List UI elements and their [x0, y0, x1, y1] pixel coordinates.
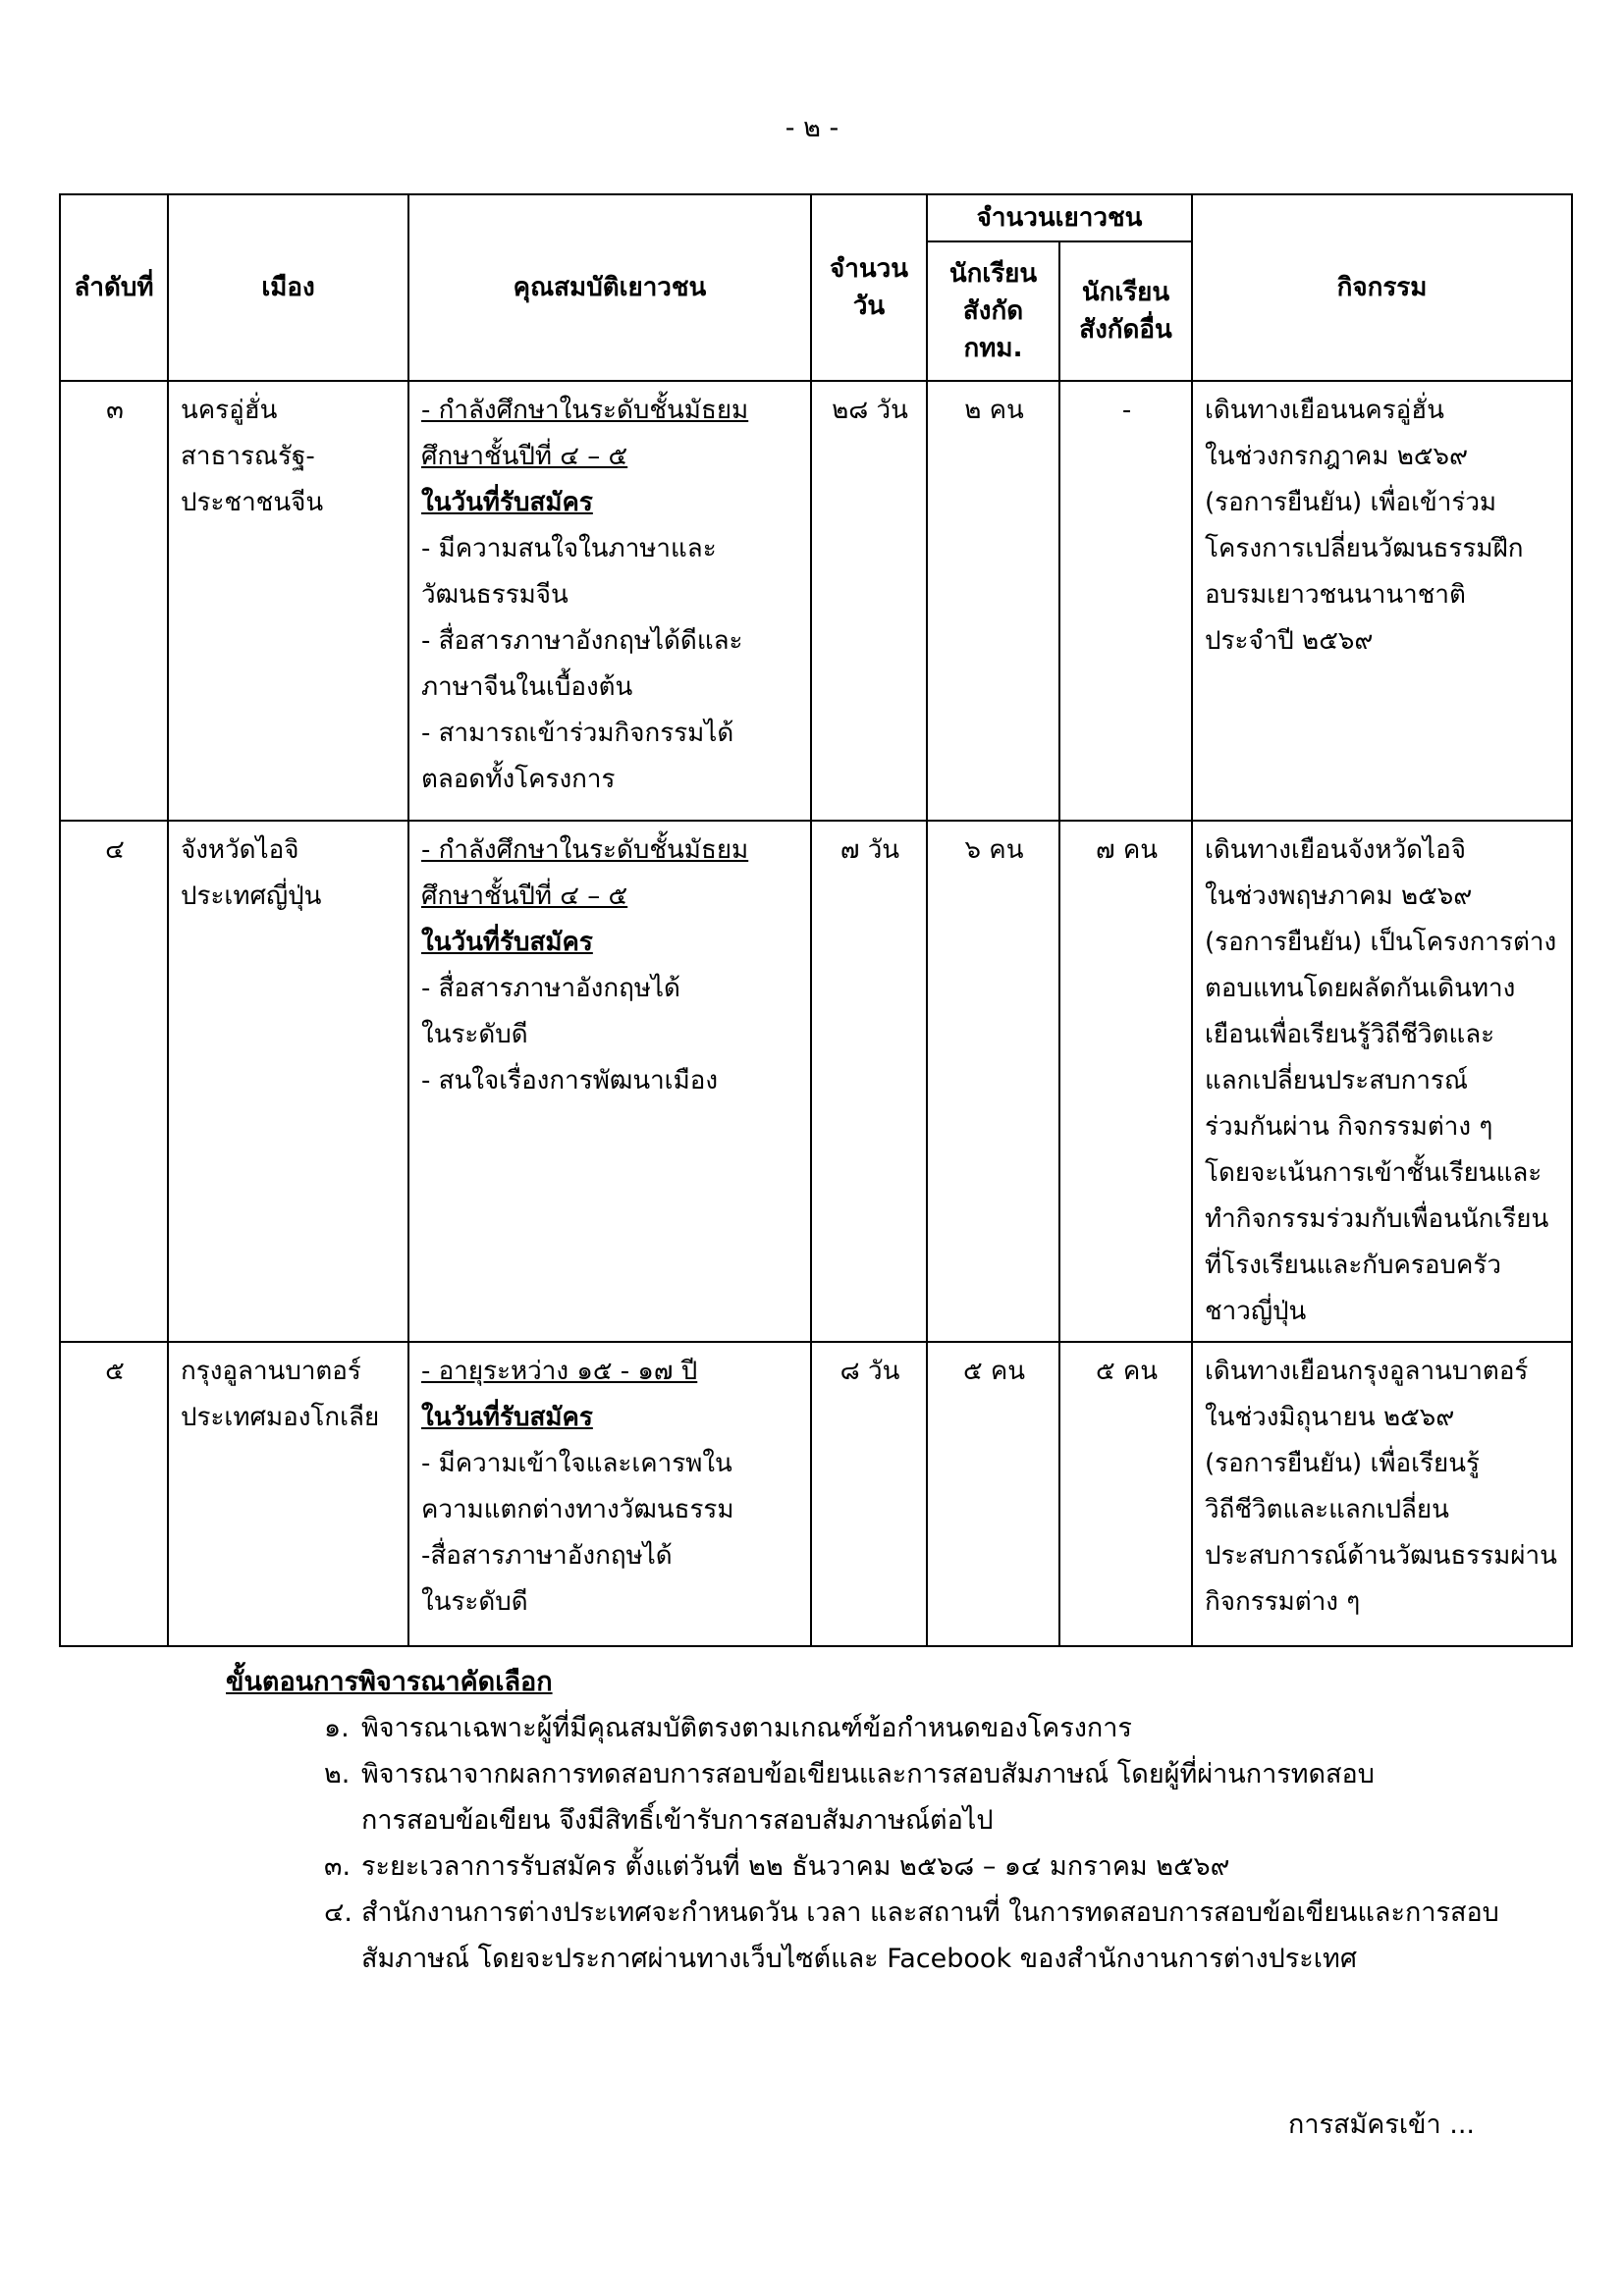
cell-no: ๓ [60, 381, 168, 821]
activity-line: โครงการเปลี่ยนวัฒนธรรมฝึก [1205, 534, 1524, 563]
cell-qualifications [408, 1342, 811, 1646]
qualification-line: ในระดับดี [421, 1020, 528, 1049]
page-number: - ๒ - [785, 113, 839, 143]
city-line: ประเทศญี่ปุ่น [181, 881, 322, 911]
cell-city [168, 381, 408, 821]
program-table [59, 193, 1573, 1647]
qualification-bold-line: ในวันที่รับสมัคร [421, 928, 593, 957]
cell-days: ๘ วัน [811, 1342, 927, 1646]
activity-line: (รอการยืนยัน) เพื่อเรียนรู้ [1205, 1449, 1480, 1478]
qualification-underlined-line: ศึกษาชั้นปีที่ ๔ – ๕ [421, 442, 628, 471]
continuation-text: การสมัครเข้า ... [1287, 2109, 1475, 2140]
qualification-bold-line: ในวันที่รับสมัคร [421, 488, 593, 517]
activity-line: วิถีชีวิตและแลกเปลี่ยน [1205, 1495, 1449, 1524]
cell-days: ๒๘ วัน [811, 381, 927, 821]
cell-activities [1192, 821, 1572, 1342]
activity-line: ในช่วงพฤษภาคม ๒๕๖๙ [1205, 881, 1473, 911]
header-qualifications: คุณสมบัติเยาวชน [408, 194, 811, 381]
step-number: ๒. [324, 1759, 351, 1789]
qualification-line: วัฒนธรรมจีน [421, 580, 568, 610]
step-number: ๔. [324, 1897, 353, 1928]
activity-line: (รอการยืนยัน) เป็นโครงการต่าง [1205, 928, 1557, 957]
activity-line: ชาวญี่ปุ่น [1205, 1297, 1307, 1326]
selection-title: ขั้นตอนการพิจารณาคัดเลือก [226, 1667, 553, 1697]
cell-bkk-count: ๕ คน [927, 1342, 1059, 1646]
selection-steps [226, 1659, 1522, 1982]
cell-other-count: ๗ คน [1059, 821, 1192, 1342]
table-row [60, 821, 1572, 1342]
header-activities: กิจกรรม [1192, 194, 1572, 381]
activity-line: เยือนเพื่อเรียนรู้วิถีชีวิตและ [1205, 1020, 1495, 1049]
qualification-underlined-line: - อายุระหว่าง ๑๕ - ๑๗ ปี [421, 1357, 698, 1386]
qualification-line: ความแตกต่างทางวัฒนธรรม [421, 1495, 734, 1524]
qualification-line: ตลอดทั้งโครงการ [421, 765, 616, 794]
cell-days: ๗ วัน [811, 821, 927, 1342]
activity-line: เดินทางเยือนจังหวัดไอจิ [1205, 835, 1466, 865]
activity-line: ในช่วงกรกฎาคม ๒๕๖๙ [1205, 442, 1469, 471]
step-text [361, 1890, 1499, 1982]
qualification-line: -สื่อสารภาษาอังกฤษได้ [421, 1541, 673, 1571]
qualification-line: - สื่อสารภาษาอังกฤษได้ดีและ [421, 626, 743, 656]
activity-line: ตอบแทนโดยผลัดกันเดินทาง [1205, 974, 1516, 1003]
cell-bkk-count: ๒ คน [927, 381, 1059, 821]
qualification-underlined-line: - กำลังศึกษาในระดับชั้นมัธยม [421, 396, 749, 425]
activity-line: เดินทางเยือนกรุงอูลานบาตอร์ [1205, 1357, 1529, 1386]
cell-activities [1192, 1342, 1572, 1646]
qualification-line: ในระดับดี [421, 1587, 528, 1617]
step-line: สำนักงานการต่างประเทศจะกำหนดวัน เวลา และสถานที่ ในการทดสอบการสอบข้อเขียนและการสอบ [361, 1897, 1499, 1928]
qualification-line: - มีความสนใจในภาษาและ [421, 534, 717, 563]
list-item [226, 1751, 1522, 1843]
city-line: นครอู่ฮั่น [181, 396, 278, 425]
cell-city [168, 821, 408, 1342]
step-text [361, 1705, 1132, 1751]
step-text [361, 1843, 1229, 1890]
step-line: การสอบข้อเขียน จึงมีสิทธิ์เข้ารับการสอบสัมภาษณ์ต่อไป [361, 1805, 994, 1836]
qualification-line: - สามารถเข้าร่วมกิจกรรมได้ [421, 719, 734, 748]
cell-other-count: ๕ คน [1059, 1342, 1192, 1646]
cell-bkk-count: ๖ คน [927, 821, 1059, 1342]
header-youth-count: จำนวนเยาวชน [927, 194, 1192, 241]
cell-activities [1192, 381, 1572, 821]
activity-line: ประสบการณ์ด้านวัฒนธรรมผ่าน [1205, 1541, 1557, 1571]
qualification-line: - สนใจเรื่องการพัฒนาเมือง [421, 1066, 719, 1095]
activity-line: ในช่วงมิถุนายน ๒๕๖๙ [1205, 1403, 1455, 1432]
activity-line: ทำกิจกรรมร่วมกับเพื่อนนักเรียน [1205, 1204, 1549, 1234]
step-line: พิจารณาจากผลการทดสอบการสอบข้อเขียนและการสอบสัมภาษณ์ โดยผู้ที่ผ่านการทดสอบ [361, 1759, 1375, 1789]
table-row [60, 1342, 1572, 1646]
activity-line: ประจำปี ๒๕๖๙ [1205, 626, 1374, 656]
qualification-line: - สื่อสารภาษาอังกฤษได้ [421, 974, 680, 1003]
table-row [60, 381, 1572, 821]
header-city: เมือง [168, 194, 408, 381]
cell-no: ๕ [60, 1342, 168, 1646]
step-text [361, 1751, 1375, 1843]
step-line: สัมภาษณ์ โดยจะประกาศผ่านทางเว็บไซต์และ Facebook ของสำนักงานการต่างประเทศ [361, 1944, 1357, 1974]
cell-other-count: - [1059, 381, 1192, 821]
qualification-underlined-line: - กำลังศึกษาในระดับชั้นมัธยม [421, 835, 749, 865]
activity-line: (รอการยืนยัน) เพื่อเข้าร่วม [1205, 488, 1497, 517]
cell-qualifications [408, 381, 811, 821]
header-bkk-students: นักเรียนสังกัด กทม. [927, 241, 1059, 381]
list-item [226, 1843, 1522, 1890]
step-line: ระยะเวลาการรับสมัคร ตั้งแต่วันที่ ๒๒ ธันวาคม ๒๕๖๘ – ๑๔ มกราคม ๒๕๖๙ [361, 1851, 1230, 1882]
qualification-line: - มีความเข้าใจและเคารพใน [421, 1449, 732, 1478]
step-number: ๑. [324, 1713, 350, 1743]
activity-line: กิจกรรมต่าง ๆ [1205, 1587, 1361, 1617]
cell-city [168, 1342, 408, 1646]
activity-line: โดยจะเน้นการเข้าชั้นเรียนและ [1205, 1158, 1543, 1188]
activity-line: ร่วมกันผ่าน กิจกรรมต่าง ๆ [1205, 1112, 1493, 1142]
step-line: พิจารณาเฉพาะผู้ที่มีคุณสมบัติตรงตามเกณฑ์ข้อกำหนดของโครงการ [361, 1713, 1132, 1743]
activity-line: อบรมเยาวชนนานาชาติ [1205, 580, 1466, 610]
qualification-underlined-line: ศึกษาชั้นปีที่ ๔ – ๕ [421, 881, 628, 911]
cell-qualifications [408, 821, 811, 1342]
activity-line: ที่โรงเรียนและกับครอบครัว [1205, 1251, 1501, 1280]
city-line: ประชาชนจีน [181, 488, 324, 517]
header-days: จำนวนวัน [811, 194, 927, 381]
cell-no: ๔ [60, 821, 168, 1342]
header-no: ลำดับที่ [60, 194, 168, 381]
list-item [226, 1890, 1522, 1982]
qualification-line: ภาษาจีนในเบื้องต้น [421, 672, 633, 702]
city-line: กรุงอูลานบาตอร์ [181, 1357, 361, 1386]
activity-line: แลกเปลี่ยนประสบการณ์ [1205, 1066, 1469, 1095]
header-other-students: นักเรียนสังกัดอื่น [1059, 241, 1192, 381]
list-item [226, 1705, 1522, 1751]
city-line: ประเทศมองโกเลีย [181, 1403, 380, 1432]
city-line: จังหวัดไอจิ [181, 835, 299, 865]
activity-line: เดินทางเยือนนครอู่ฮั่น [1205, 396, 1444, 425]
steps-list [226, 1705, 1522, 1982]
qualification-bold-line: ในวันที่รับสมัคร [421, 1403, 593, 1432]
step-number: ๓. [324, 1851, 352, 1882]
city-line: สาธารณรัฐ- [181, 442, 315, 471]
